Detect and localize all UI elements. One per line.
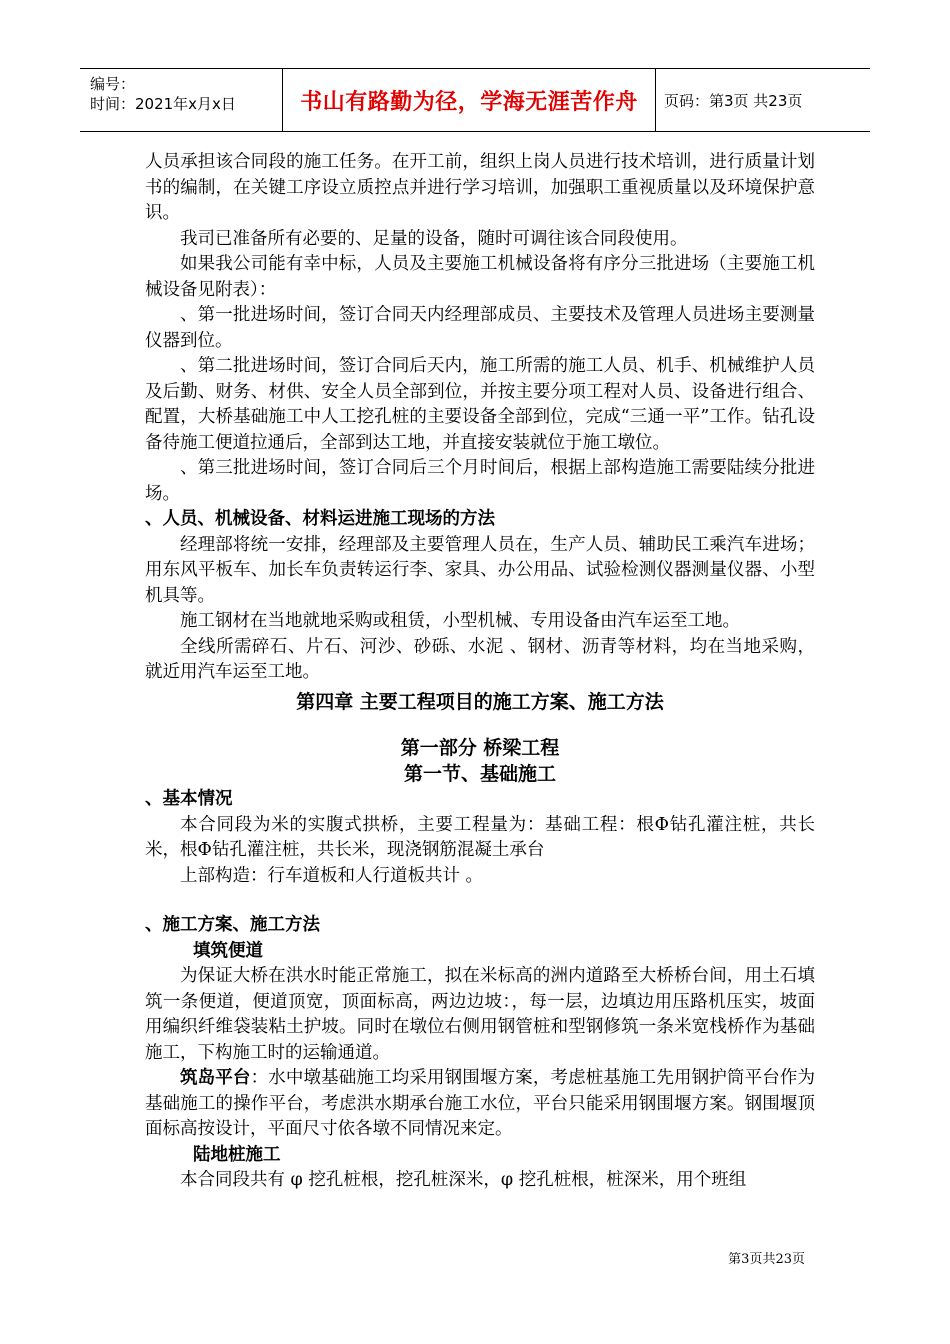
document-date-label: 时间：2021年x月x日 [90, 95, 236, 113]
section-heading: 、基本情况 [145, 789, 233, 809]
section-title: 第一节、基础施工 [403, 763, 556, 785]
paragraph: 、第二批进场时间，签订合同后天内，施工所需的施工人员、机手、机械维护人员及后勤、财务、材供、安全人员全部到位，并按主要分项工程对人员、设备进行组合、配置，大桥基础施工中人工挖孔桩的主要设备全部到位，完成“三通一平”工作。钻孔设备待施工便道拉通后，全部到达工地，并直接安装就位于施工墩位。 [145, 356, 815, 453]
subsection-heading: 陆地桩施工 [193, 1144, 281, 1165]
document-body [145, 150, 815, 1194]
header-page-cell [656, 69, 870, 131]
header-page-info: 页码：第3页 共23页 [664, 91, 803, 110]
page-footer: 第3页共23页 [728, 1252, 805, 1267]
subsection-heading: 填筑便道 [193, 940, 263, 961]
inline-bold-label: 筑岛平台 [180, 1068, 251, 1088]
header-motto: 书山有路勤为径，学海无涯苦作舟 [300, 89, 638, 115]
paragraph: 如果我公司能有幸中标，人员及主要施工机械设备将有序分三批进场（主要施工机械设备见附表）： [145, 254, 815, 300]
paragraph: 人员承担该合同段的施工任务。在开工前，组织上岗人员进行技术培训，进行质量计划书的编制，在关键工序设立质控点并进行学习培训，加强职工重视质量以及环境保护意识。 [145, 152, 815, 223]
paragraph: 本合同段为米的实腹式拱桥，主要工程量为：基础工程：根Φ钻孔灌注桩，共长米，根Φ钻孔灌注桩，共长米，现浇钢筋混凝土承台 [145, 814, 815, 860]
paragraph: 上部构造：行车道板和人行道板共计 。 [180, 865, 484, 886]
spacer [145, 889, 815, 913]
section-heading: 、施工方案、施工方法 [145, 915, 320, 935]
header-left-cell [80, 69, 282, 131]
paragraph: 为保证大桥在洪水时能正常施工，拟在米标高的洲内道路至大桥桥台间，用土石填筑一条便道，便道顶宽，顶面标高，两边边坡：，每一层，边填边用压路机压实，坡面用编织纤维袋装粘土护坡。同时在墩位右侧用钢管桩和型钢修筑一条米宽栈桥作为基础施工，下构施工时的运输通道。 [145, 966, 815, 1063]
page-header [80, 68, 870, 132]
paragraph: 经理部将统一安排，经理部及主要管理人员在，生产人员、辅助民工乘汽车进场；用东风平板车、加长车负责转运行李、家具、办公用品、试验检测仪器测量仪器、小型机具等。 [145, 534, 815, 606]
chapter-title: 第四章 主要工程项目的施工方案、施工方法 [296, 690, 664, 713]
paragraph: 施工钢材在当地就地采购或租赁，小型机械、专用设备由汽车运至工地。 [180, 611, 740, 631]
section-heading: 、人员、机械设备、材料运进施工现场的方法 [145, 509, 495, 529]
paragraph: 全线所需碎石、片石、河沙、砂砾、水泥 、钢材、沥青等材料，均在当地采购，就近用汽车运至工地。 [145, 636, 815, 682]
paragraph: 、第一批进场时间，签订合同天内经理部成员、主要技术及管理人员进场主要测量仪器到位。 [145, 305, 815, 351]
paragraph: 我司已准备所有必要的、足量的设备，随时可调往该合同段使用。 [180, 228, 688, 249]
header-motto-cell [282, 69, 656, 131]
document-code-label: 编号： [90, 75, 136, 93]
paragraph: 、第三批进场时间，签订合同后三个月时间后，根据上部构造施工需要陆续分批进场。 [145, 458, 815, 504]
paragraph: 本合同段共有 φ 挖孔桩根，挖孔桩深米，φ 挖孔桩根，桩深米，用个班组 [180, 1170, 747, 1190]
paragraph [145, 1066, 815, 1143]
inline-text: ：水中墩基础施工均采用钢围堰方案，考虑桩基施工先用钢护筒平台作为基础施工的操作平台，考虑洪水期承台施工水位，平台只能采用钢围堰方案。钢围堰顶面标高按设计，平面尺寸依各墩不同情况来定。 [145, 1068, 816, 1139]
part-title: 第一部分 桥梁工程 [400, 737, 560, 759]
